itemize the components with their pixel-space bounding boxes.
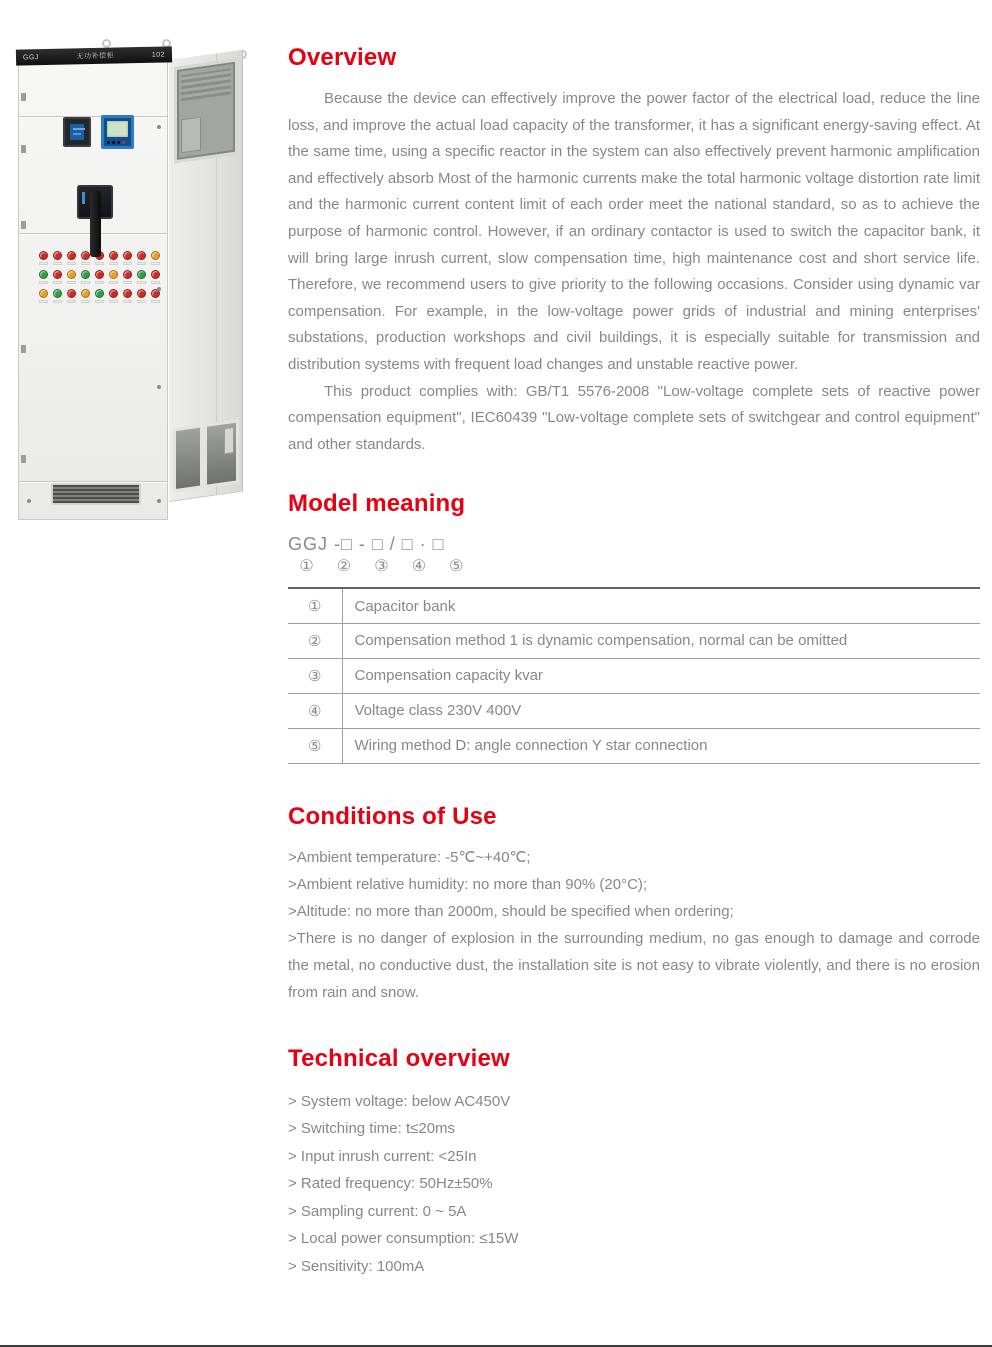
indicator-light-icon: [80, 270, 91, 284]
list-item: >Ambient temperature: -5℃~+40℃;: [288, 848, 531, 866]
indicator-light-icon: [52, 289, 63, 303]
indicator-light-icon: [52, 251, 63, 265]
indicator-light-row: [38, 270, 161, 284]
list-item: > Sampling current: 0 ~ 5A: [288, 1202, 467, 1220]
row-number: ⑤: [288, 728, 342, 763]
screw: [157, 499, 161, 503]
list-item: > Switching time: t≤20ms: [288, 1120, 456, 1138]
indicator-light-icon: [136, 251, 147, 265]
list-item: > Local power consumption: ≤15W: [288, 1230, 519, 1248]
table-row: [288, 658, 980, 693]
indicator-light-icon: [66, 270, 77, 284]
marker-4: ④: [411, 558, 427, 576]
indicator-light-icon: [136, 289, 147, 303]
model-formula: GGJ -□ - □ / □ · □: [288, 534, 445, 555]
indicator-light-icon: [66, 251, 77, 265]
overview-heading: Overview: [288, 44, 397, 71]
conditions-heading: Conditions of Use: [288, 802, 497, 830]
list-item: >Altitude: no more than 2000m, should be specified when ordering;: [288, 902, 734, 920]
indicator-light-icon: [38, 289, 49, 303]
table-row: [288, 693, 980, 728]
indicator-light-icon: [52, 270, 63, 284]
indicator-light-icon: [94, 289, 105, 303]
cabinet-open-frame: [174, 58, 238, 163]
indicator-light-icon: [108, 289, 119, 303]
hinge: [21, 221, 26, 229]
table-row: [288, 623, 980, 658]
row-description: Voltage class 230V 400V: [354, 702, 522, 720]
marker-5: ⑤: [449, 558, 464, 576]
indicator-light-icon: [38, 251, 49, 265]
cabinet-brand-label: GGJ: [22, 53, 39, 61]
indicator-light-row: [38, 289, 161, 303]
row-number: ③: [288, 658, 342, 693]
hinge: [21, 93, 26, 101]
cabinet-base-opening: [173, 419, 239, 492]
breaker-handle-icon: [90, 191, 101, 257]
list-item: >There is no danger of explosion in the surrounding medium, no gas enough to damage and corrode the metal, no conductive dust, the installation site is not easy to vibrate violently, and there is no erosion from rain and snow.: [288, 929, 980, 1001]
cabinet-front-panel: [18, 52, 168, 520]
ventilation-grille: [51, 483, 141, 505]
row-number: ②: [288, 623, 342, 658]
marker-2: ②: [336, 558, 352, 576]
row-description: Capacitor bank: [354, 597, 456, 615]
panel-seam: [19, 481, 167, 482]
table-row: [288, 588, 980, 623]
screw: [157, 125, 161, 129]
hinge: [21, 145, 26, 153]
indicator-light-icon: [80, 289, 91, 303]
hinge: [21, 345, 26, 353]
row-number: ④: [288, 693, 342, 728]
indicator-light-icon: [66, 289, 77, 303]
table-row: [288, 728, 980, 763]
indicator-light-icon: [150, 270, 161, 284]
marker-1: ①: [299, 558, 314, 576]
screw: [157, 385, 161, 389]
indicator-light-icon: [136, 270, 147, 284]
list-item: >Ambient relative humidity: no more than 90% (20°C);: [288, 875, 648, 893]
technical-heading: Technical overview: [288, 1044, 510, 1072]
panel-seam: [19, 116, 167, 117]
screw: [27, 499, 31, 503]
indicator-light-icon: [122, 251, 133, 265]
conditions-list: [288, 844, 980, 1006]
overview-paragraph-1: Because the device can effectively improve the power factor of the electrical load, reduce the line loss, and improve the actual load capacity of the transformer, it has a significant energy-saving effect. At the same time, using a specific reactor in the system can also effectively prevent harmonic amplification and effectively absorb Most of the harmonic currents make the total harmonic voltage distortion rate limit and the harmonic current content limit of each order meet the national standard, so as to achieve the purpose of harmonic control. However, if an ordinary contactor is used to switch the capacitor bank, it will bring large inrush current, slow compensation time, high maintenance cost and short service life. Therefore, we recommend users to give priority to the following occasions. Consider using dynamic var compensation. For example, in the low-voltage power grids of industrial and mining enterprises' substations, production workshops and civil buildings, it is especially suitable for transmission and distribution systems with frequent load changes and unstable reactive power.: [288, 90, 980, 373]
screw: [157, 287, 161, 291]
model-meaning-heading: Model meaning: [288, 490, 466, 518]
cabinet-unit-label: 102: [151, 51, 166, 59]
list-item: > Input inrush current: <25In: [288, 1147, 477, 1165]
indicator-light-icon: [94, 270, 105, 284]
cabinet-side-panel: [169, 50, 243, 502]
indicator-light-icon: [122, 270, 133, 284]
indicator-light-icon: [38, 270, 49, 284]
indicator-light-icon: [108, 270, 119, 284]
indicator-lights: [38, 251, 161, 303]
lifting-lug-icon: [102, 39, 111, 48]
cabinet-nameplate-label: 无功补偿柜: [76, 52, 115, 61]
list-item: > Rated frequency: 50Hz±50%: [288, 1175, 493, 1193]
cabinet-nameplate-strip: [16, 46, 172, 65]
marker-3: ③: [374, 558, 389, 576]
row-description: Wiring method D: angle connection Y star connection: [354, 737, 708, 755]
list-item: > System voltage: below AC450V: [288, 1092, 511, 1110]
indicator-light-icon: [122, 289, 133, 303]
power-meter-icon: [63, 117, 91, 147]
controller-display-icon: [101, 115, 134, 149]
list-item: > Sensitivity: 100mA: [288, 1257, 425, 1275]
model-formula-markers: [288, 556, 980, 576]
indicator-light-icon: [108, 251, 119, 265]
overview-paragraph-2: This product complies with: GB/T1 5576-2008 "Low-voltage complete sets of reactive power compensation equipment", IEC60439 "Low-voltage complete sets of switchgear and control equipment" and other standards.: [288, 382, 980, 453]
indicator-light-icon: [150, 289, 161, 303]
row-description: Compensation capacity kvar: [354, 667, 543, 685]
content-column: [288, 44, 980, 1280]
technical-list: [288, 1088, 980, 1281]
indicator-light-icon: [150, 251, 161, 265]
model-meaning-table: [288, 587, 980, 764]
hinge: [21, 455, 26, 463]
row-description: Compensation method 1 is dynamic compensation, normal can be omitted: [354, 632, 848, 650]
product-image: [10, 36, 278, 536]
row-number: ①: [288, 588, 342, 623]
